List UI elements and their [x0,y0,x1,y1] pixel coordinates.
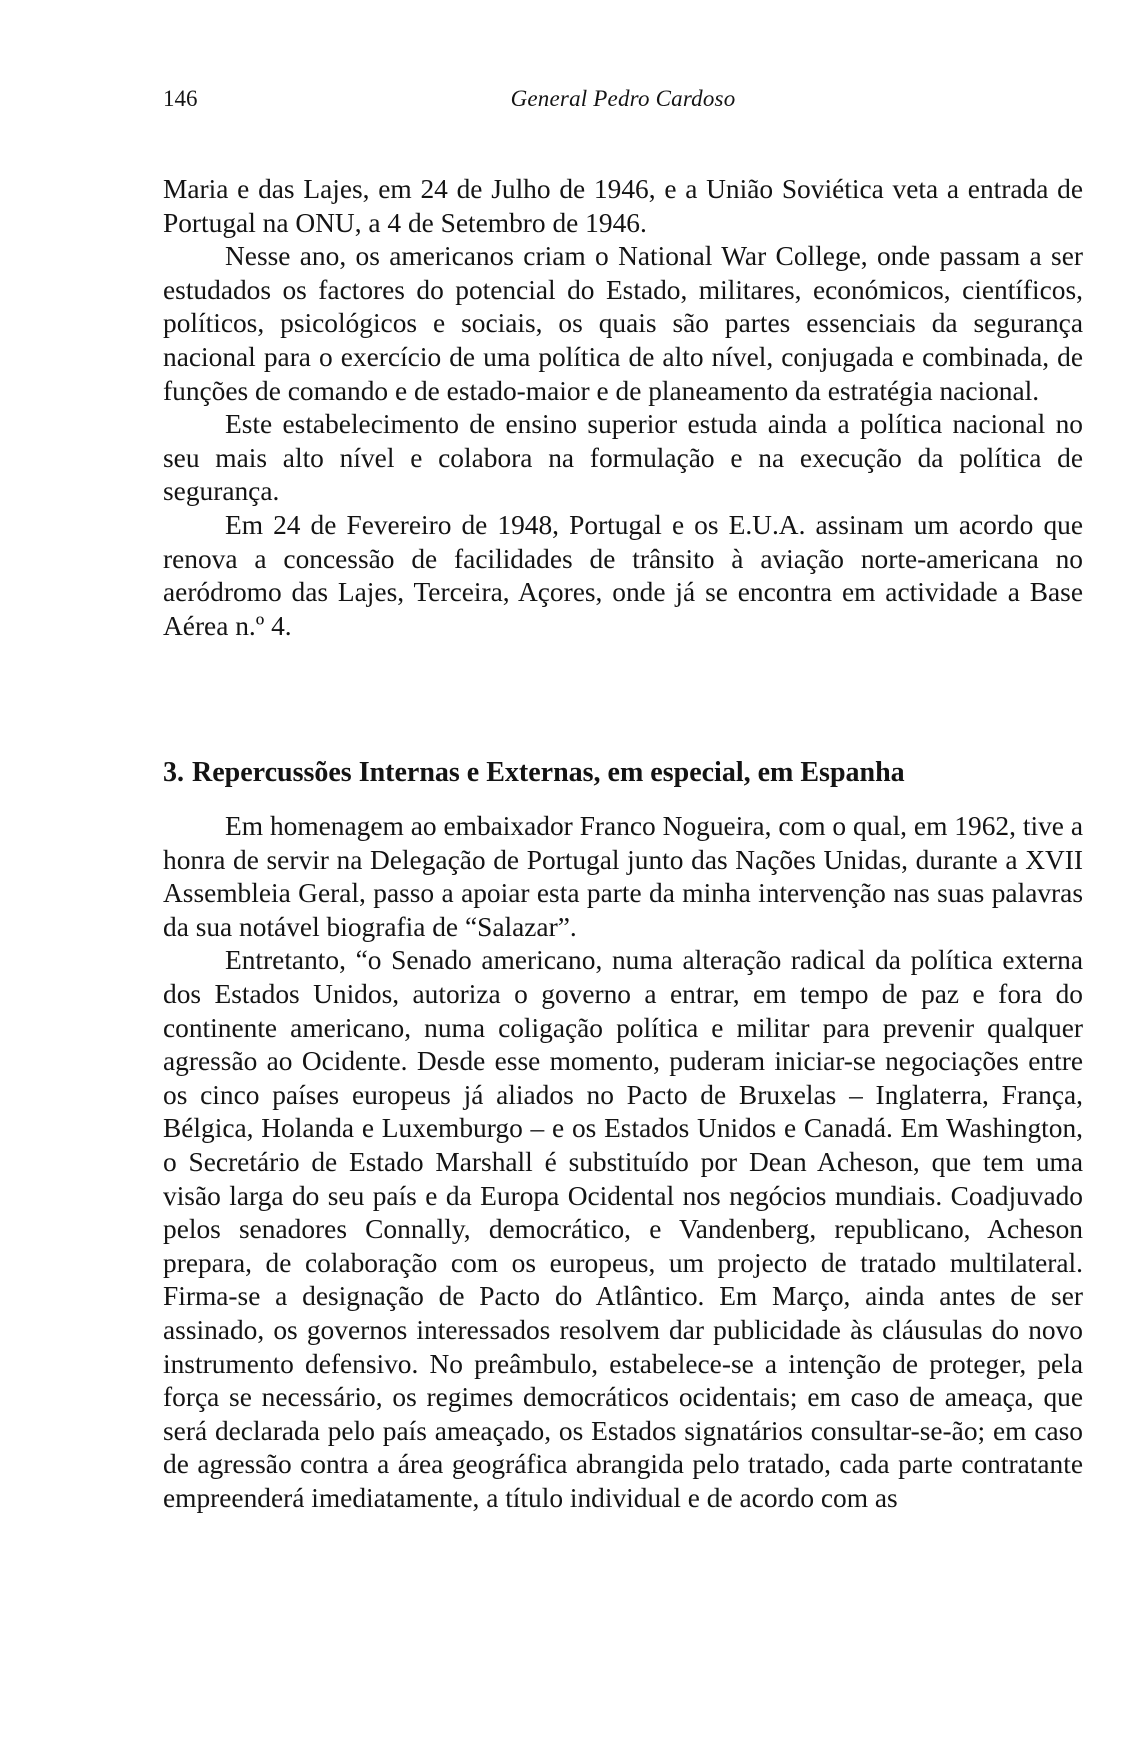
paragraph-franco-nogueira: Em homenagem ao embaixador Franco Nogueira, com o qual, em 1962, tive a honra de servir na Delegação de Portugal junto das Nações Unidas, durante a XVII Assembleia Geral, passo a apoiar esta parte da minha intervenção nas suas palavras da sua notável biografia de “Salazar”. [163,811,1083,942]
paragraph-national-war-college: Nesse ano, os americanos criam o National War College, onde passam a ser estudados os factores do potencial do Estado, militares, económicos, científicos, políticos, psicológicos e sociais, os quais são partes essenciais da segurança nacional para o exercício de uma política de alto nível, conjugada e combinada, de funções de comando e de estado-maior e de planeamento da estratégia nacional. [163,241,1083,406]
paragraph-continuation: Maria e das Lajes, em 24 de Julho de 1946, e a União Soviética veta a entrada de Portugal na ONU, a 4 de Setembro de 1946. [163,174,1083,238]
section-heading [163,756,1083,790]
paragraph-atlantic-pact: Entretanto, “o Senado americano, numa alteração radical da política externa dos Estados Unidos, autoriza o governo a entrar, em tempo de paz e fora do continente americano, numa coligação política e militar para prevenir qualquer agressão ao Ocidente. Desde esse momento, puderam iniciar-se negociações entre os cinco países europeus já aliados no Pacto de Bruxelas – Inglaterra, França, Bélgica, Holanda e Luxemburgo – e os Estados Unidos e Canadá. Em Washington, o Secretário de Estado Marshall é substituído por Dean Acheson, que tem uma visão larga do seu país e da Europa Ocidental nos negócios mundiais. Coadjuvado pelos senadores Connally, democrático, e Vandenberg, republicano, Acheson prepara, de colaboração com os europeus, um projecto de tratado multilateral. Firma-se a designação de Pacto do Atlântico. Em Março, ainda antes de ser assinado, os governos interessados resolvem dar publicidade às cláusulas do novo instrumento defensivo. No preâmbulo, estabelece-se a intenção de proteger, pela força se necessário, os regimes democráticos ocidentais; em caso de ameaça, que será declarada pelo país ameaçado, os Estados signatários consultar-se-ão; em caso de agressão contra a área geográfica abrangida pelo tratado, cada parte contratante empreenderá imediatamente, a título individual e de acordo com as [163,945,1083,1513]
paragraph-establishment: Este estabelecimento de ensino superior estuda ainda a política nacional no seu mais alto nível e colabora na formulação e na execução da política de segurança. [163,409,1083,507]
body-text-section-a [163,173,1083,643]
section-number: 3. [163,757,184,788]
page-number: 146 [163,86,198,111]
section-title: Repercussões Internas e Externas, em especial, em Espanha [192,757,905,788]
body-text-section-b [163,810,1083,1515]
running-header [163,84,1083,114]
running-title: General Pedro Cardoso [510,86,736,111]
paragraph-lajes-agreement: Em 24 de Fevereiro de 1948, Portugal e os E.U.A. assinam um acordo que renova a concessão de facilidades de trânsito à aviação norte-americana no aeródromo das Lajes, Terceira, Açores, onde já se encontra em actividade a Base Aérea n.º 4. [163,509,1083,641]
